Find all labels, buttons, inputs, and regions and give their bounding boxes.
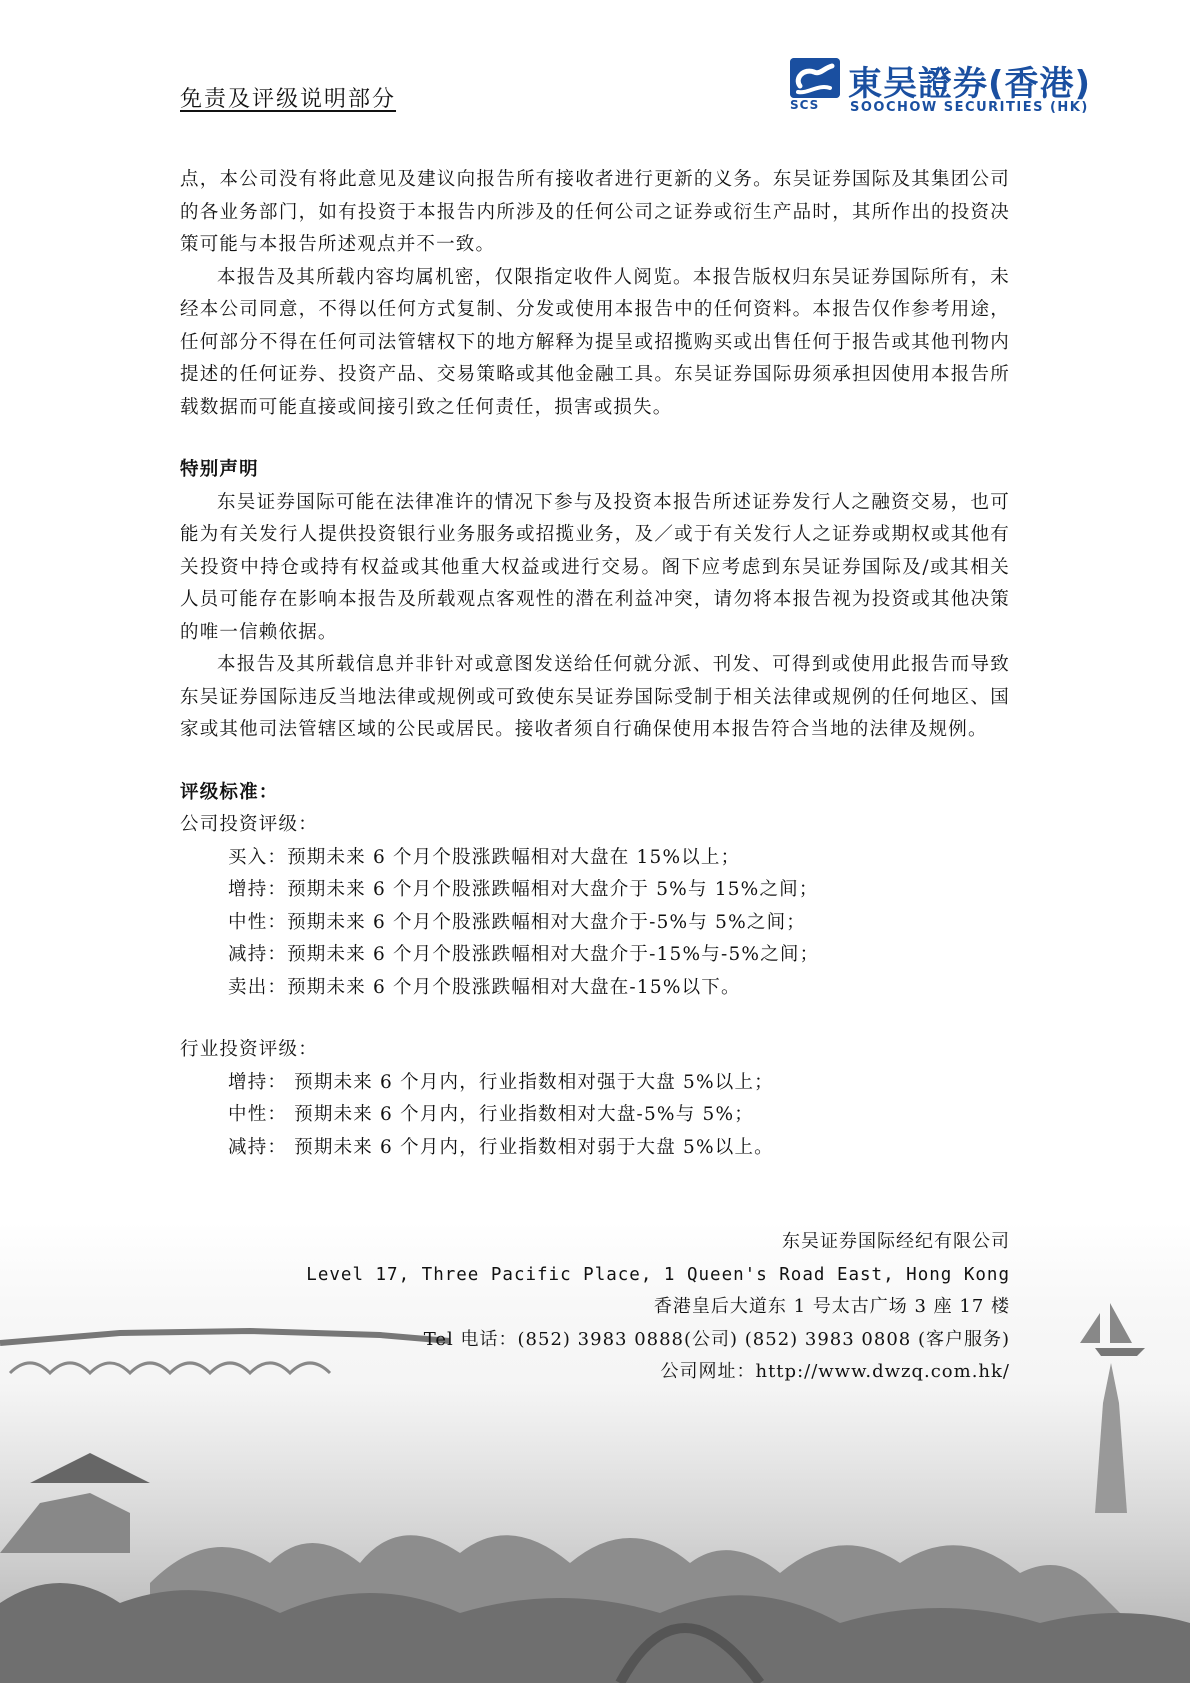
company-rating-item: 减持：预期未来 6 个月个股涨跌幅相对大盘介于-15%与-5%之间； <box>228 944 820 965</box>
page-title: 免责及评级说明部分 <box>180 87 397 112</box>
company-rating-item: 中性：预期未来 6 个月个股涨跌幅相对大盘介于-5%与 5%之间； <box>228 911 806 933</box>
rating-standard-heading: 评级标准： <box>180 781 279 803</box>
paragraph: 东吴证券国际可能在法律准许的情况下参与及投资本报告所述证券发行人之融资交易，也可能为有关发行人提供投资银行业务服务或招揽业务，及／或于有关发行人之证券或期权或其他有关投资中持仓或持有权益或其他重大权益或进行交易。阁下应考虑到东吴证券国际及/或其相关人员可能存在影响本报告及所载观点客观性的潜在利益冲突，请勿将本报告视为投资或其他决策的唯一信赖依据。 <box>180 491 1010 643</box>
paragraph: 本报告及其所载信息并非针对或意图发送给任何就分派、刊发、可得到或使用此报告而导致东吴证券国际违反当地法律或规例或可致使东吴证券国际受制于相关法律或规例的任何地区、国家或其他司法管辖区域的公民或居民。接收者须自行确保使用本报告符合当地的法律及规例。 <box>180 654 1010 740</box>
paragraph: 本报告及其所载内容均属机密，仅限指定收件人阅览。本报告版权归东吴证券国际所有，未经本公司同意，不得以任何方式复制、分发或使用本报告中的任何资料。本报告仅作参考用途，任何部分不得在任何司法管辖权下的地方解释为提呈或招揽购买或出售任何于报告或其他刊物内提述的任何证券、投资产品、交易策略或其他金融工具。东吴证券国际毋须承担因使用本报告所载数据而可能直接或间接引致之任何责任，损害或损失。 <box>180 266 1010 418</box>
company-rating-item: 增持：预期未来 6 个月个股涨跌幅相对大盘介于 5%与 15%之间； <box>228 879 819 900</box>
company-rating-label: 公司投资评级： <box>180 814 318 835</box>
company-rating-item: 买入：预期未来 6 个月个股涨跌幅相对大盘在 15%以上； <box>228 846 741 868</box>
website[interactable]: 公司网址：http://www.dwzq.com.hk/ <box>660 1361 1010 1382</box>
logo-abbreviation: SCS <box>790 98 820 112</box>
telephone: Tel 电话：(852) 3983 0888(公司) (852) 3983 0808 (客户服务) <box>423 1328 1010 1350</box>
industry-rating-label: 行业投资评级： <box>180 1039 318 1060</box>
special-statement-heading: 特别声明 <box>180 459 259 480</box>
contact-block <box>306 1226 1010 1389</box>
company-rating-item: 卖出：预期未来 6 个月个股涨跌幅相对大盘在-15%以下。 <box>228 976 741 998</box>
paragraph: 点，本公司没有将此意见及建议向报告所有接收者进行更新的义务。东吴证券国际及其集团公司的各业务部门，如有投资于本报告内所涉及的任何公司之证券或衍生产品时，其所作出的投资决策可能与本报告所述观点并不一致。 <box>180 169 1010 255</box>
company-name: 东吴证券国际经纪有限公司 <box>782 1231 1010 1252</box>
industry-rating-item: 中性： 预期未来 6 个月内，行业指数相对大盘-5%与 5%； <box>228 1104 754 1125</box>
industry-rating-item: 增持： 预期未来 6 个月内，行业指数相对强于大盘 5%以上； <box>228 1071 774 1093</box>
address-chinese: 香港皇后大道东 1 号太古广场 3 座 17 楼 <box>653 1296 1010 1317</box>
disclaimer-body <box>180 164 1010 1164</box>
logo-name-english: SOOCHOW SECURITIES (HK) <box>850 100 1089 115</box>
company-logo <box>790 58 1105 120</box>
address-english: Level 17, Three Pacific Place, 1 Queen's Road East, Hong Kong <box>306 1264 1010 1285</box>
logo-name-chinese: 東吴證券(香港) <box>848 64 1092 104</box>
industry-rating-item: 减持： 预期未来 6 个月内，行业指数相对弱于大盘 5%以上。 <box>228 1136 774 1158</box>
scs-logo-icon <box>790 58 840 98</box>
